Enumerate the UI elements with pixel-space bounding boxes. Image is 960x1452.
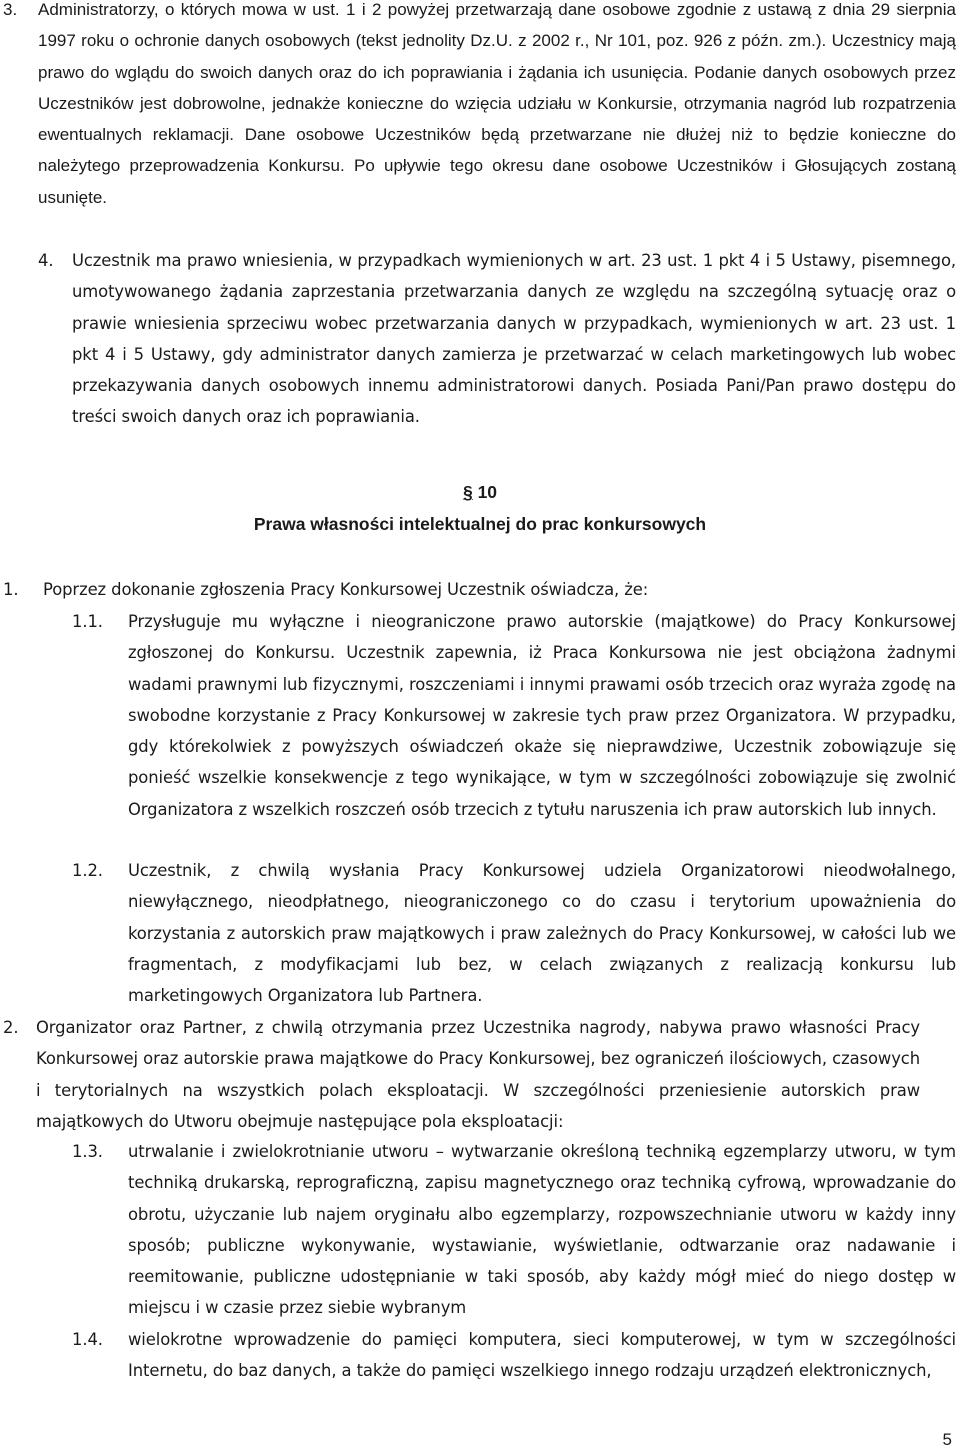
paragraph-exploitation-field-reproduction: utrwalanie i zwielokrotnianie utworu – wytwarzanie określoną techniką egzemplarzy utworu, w tym techniką drukarską, reprograficzną, zapisu magnetycznego oraz techniką cyfrową, wprowadzanie do obrotu, użyczanie lub najem oryginału albo egzemplarzy, rozpowszechnianie utworu w każdy inny sposób; publiczne wykonywanie, wystawianie, wyświetlanie, odtwarzanie oraz nadawanie i reemitowanie, publiczne udostępnianie w taki sposób, aby każdy mógł mieć do niego dostęp w miejscu i w czasie przez siebie wybranym	[128, 1142, 956, 1318]
list-number: 1.2.	[72, 861, 103, 880]
page-number: 5	[942, 1430, 952, 1449]
section-number	[0, 482, 960, 503]
paragraph-objection-rights: Uczestnik ma prawo wniesienia, w przypadkach wymienionych w art. 23 ust. 1 pkt 4 i 5 Ustawy, pisemnego, umotywowanego żądania zaprzestania przetwarzania danych ze względu na szczególną sytuację oraz o prawie wniesienia sprzeciwu wobec przetwarzania danych w przypadkach, wymienionych w art. 23 ust. 1 pkt 4 i 5 Ustawy, gdy administrator danych zamierza je przetwarzać w celach marketingowych lub wobec przekazywania danych osobowych innemu administratorowi danych. Posiada Pani/Pan prawo dostępu do treści swoich danych oraz ich poprawiania.	[72, 251, 956, 427]
section-number-value: 10	[477, 482, 498, 502]
section-title: Prawa własności intelektualnej do prac konkursowych	[253, 514, 707, 534]
list-number: 4.	[38, 251, 54, 270]
paragraph-copyright-warranty: Przysługuje mu wyłączne i nieograniczone prawo autorskie (majątkowe) do Pracy Konkursowej zgłoszonej do Konkursu. Uczestnik zapewnia, iż Praca Konkursowa nie jest obciążona żadnymi wadami prawnymi lub fizycznymi, roszczeniami i innymi prawami osób trzecich oraz wyraża zgodę na swobodne korzystanie z Pracy Konkursowej w zakresie tych praw przez Organizatora. W przypadku, gdy którekolwiek z powyższych oświadczeń okaże się nieprawdziwe, Uczestnik zobowiązuje się ponieść wszelkie konsekwencje z tego wynikające, w tym w szczególności zobowiązuje się zwolnić Organizatora z wszelkich roszczeń osób trzecich z tytułu naruszenia ich praw autorskich lub innych.	[128, 612, 956, 819]
list-number: 1.1.	[72, 612, 103, 631]
list-number: 2.	[3, 1018, 19, 1037]
paragraph-declaration-intro: Poprzez dokonanie zgłoszenia Pracy Konkursowej Uczestnik oświadcza, że:	[43, 580, 649, 599]
list-number: 1.3.	[72, 1142, 103, 1161]
paragraph-exploitation-field-storage: wielokrotne wprowadzenie do pamięci komputera, sieci komputerowej, w tym w szczególności Internetu, do baz danych, a także do pamięci wszelkiego innego rodzaju urządzeń elektronicznych,	[128, 1330, 956, 1381]
list-number: 3.	[3, 0, 18, 19]
list-number: 1.	[3, 580, 19, 599]
paragraph-data-protection: Administratorzy, o których mowa w ust. 1 i 2 powyżej przetwarzają dane osobowe zgodnie z ustawą z dnia 29 sierpnia 1997 roku o ochronie danych osobowych (tekst jednolity Dz.U. z 2002 r., Nr 101, poz. 926 z późn. zm.). Uczestnicy mają prawo do wglądu do swoich danych oraz do ich poprawiania i żądania ich usunięcia. Podanie danych osobowych przez Uczestników jest dobrowolne, jednakże konieczne do wzięcia udziału w Konkursie, otrzymania nagród lub rozpatrzenia ewentualnych reklamacji. Dane osobowe Uczestników będą przetwarzane nie dłużej niż to będzie konieczne do należytego przeprowadzenia Konkursu. Po upływie tego okresu dane osobowe Uczestników i Głosujących zostaną usunięte.	[38, 0, 956, 207]
paragraph-rights-transfer: Organizator oraz Partner, z chwilą otrzymania przez Uczestnika nagrody, nabywa prawo własności Pracy Konkursowej oraz autorskie prawa majątkowe do Pracy Konkursowej, bez ograniczeń ilościowych, czasowych i terytorialnych na wszystkich polach eksploatacji. W szczególności przeniesienie autorskich praw majątkowych do Utworu obejmuje następujące pola eksploatacji:	[36, 1018, 920, 1131]
paragraph-license-grant: Uczestnik, z chwilą wysłania Pracy Konkursowej udziela Organizatorowi nieodwołalnego, niewyłącznego, nieodpłatnego, nieograniczonego co do czasu i terytorium upoważnienia do korzystania z autorskich praw majątkowych i praw zależnych do Pracy Konkursowej, w całości lub we fragmentach, z modyfikacjami lub bez, w celach związanych z realizacją konkursu lub marketingowych Organizatora lub Partnera.	[128, 861, 956, 1006]
section-sign: §	[462, 482, 473, 502]
list-number: 1.4.	[72, 1330, 103, 1349]
